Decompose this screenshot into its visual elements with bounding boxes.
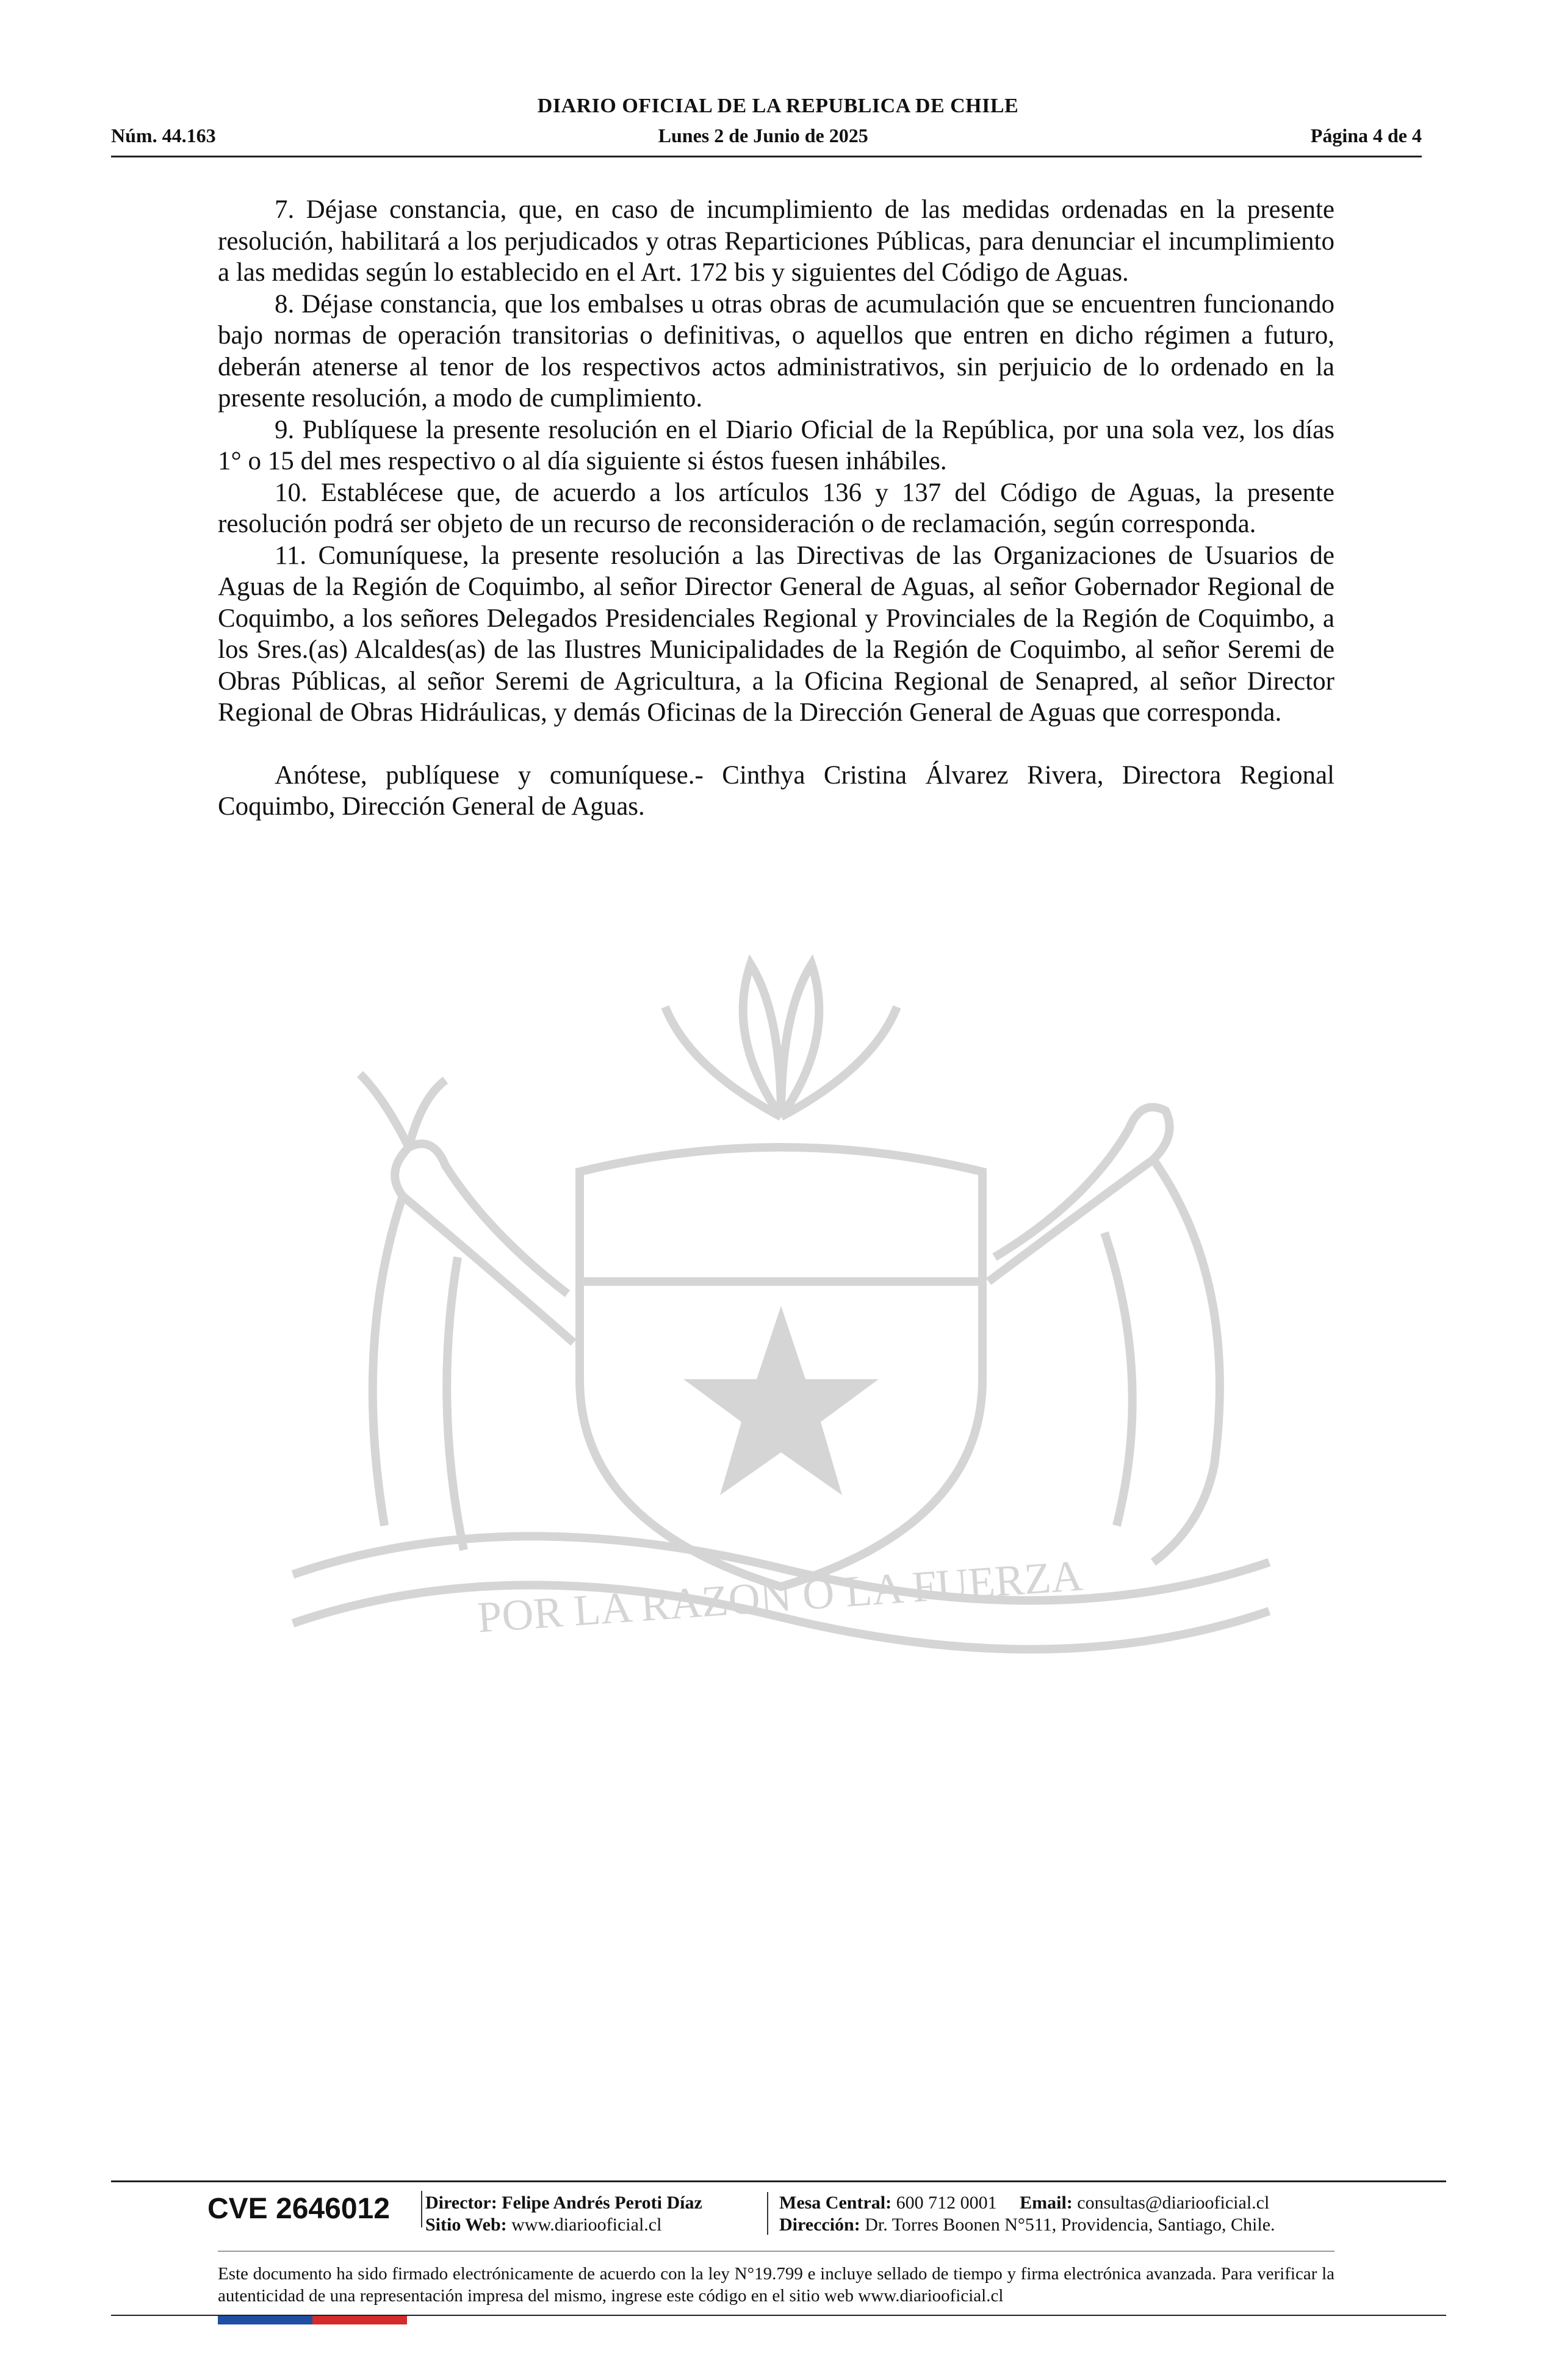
issue-number: Núm. 44.163 — [111, 124, 216, 146]
paragraph-10: 10. Establécese que, de acuerdo a los artículos 136 y 137 del Código de Aguas, la presente resolución podrá ser objeto de un recurso de reconsideración o de reclamación, según corresponda. — [218, 478, 1334, 538]
director-label: Director: — [425, 2193, 497, 2213]
paragraph-7: 7. Déjase constancia, que, en caso de incumplimiento de las medidas ordenadas en la presente resolución, habilitará a los perjudicados y otras Reparticiones Públicas, para denunciar el incumplimiento a las medidas según lo establecido en el Art. 172 bis y siguientes del Código de Aguas. — [218, 195, 1334, 287]
cve-code: CVE 2646012 — [207, 2191, 422, 2227]
flag-red-band — [312, 2316, 407, 2324]
newspaper-title: DIARIO OFICIAL DE LA REPUBLICA DE CHILE — [537, 95, 1019, 117]
watermark-motto: POR LA RAZON O LA FUERZA — [475, 1551, 1084, 1642]
phone-number: 600 712 0001 — [896, 2193, 997, 2213]
page-indicator: Página 4 de 4 — [1310, 124, 1422, 146]
footer-divider-top — [111, 2180, 1446, 2182]
paragraph-8: 8. Déjase constancia, que los embalses u otras obras de acumulación que se encuentren funcionando bajo normas de operación transitorias o definitivas, o aquellos que entren en dicho régimen a futuro, deberán atenerse al tenor de los respectivos actos administrativos, sin perjuicio de lo ordenado en la presente resolución, a modo de cumplimiento. — [218, 289, 1334, 413]
issue-date: Lunes 2 de Junio de 2025 — [658, 124, 868, 146]
header-divider — [111, 156, 1422, 157]
header-row — [111, 122, 1422, 149]
flag-stripe — [218, 2316, 407, 2324]
footer-contact-block — [779, 2192, 1341, 2236]
website-link[interactable]: www.diariooficial.cl — [511, 2215, 662, 2235]
paragraph-11: 11. Comuníquese, la presente resolución a las Directivas de las Organizaciones de Usuarios de Aguas de la Región de Coquimbo, al señor Director General de Aguas, al señor Gobernador Regional de Coquimbo, a los señores Delegados Presidenciales Regional y Provinciales de la Región de Coquimbo, a los Sres.(as) Alcaldes(as) de las Ilustres Municipalidades de la Región de Coquimbo, al señor Seremi de Obras Públicas, al señor Seremi de Agricultura, a la Oficina Regional de Senapred, al señor Director Regional de Obras Hidráulicas, y demás Oficinas de la Dirección General de Aguas que corresponda. — [218, 541, 1334, 727]
coat-of-arms-watermark-icon — [201, 915, 1361, 1684]
email-link[interactable]: consultas@diariooficial.cl — [1077, 2193, 1270, 2213]
footer-director-block — [425, 2192, 768, 2235]
footer-divider-mid — [218, 2251, 1334, 2252]
address-value: Dr. Torres Boonen N°511, Providencia, Santiago, Chile. — [865, 2215, 1275, 2235]
paragraph-9: 9. Publíquese la presente resolución en el Diario Oficial de la República, por una sola vez, los días 1° o 15 del mes respectivo o al día siguiente si éstos fuesen inhábiles. — [218, 415, 1334, 475]
closing-signature: Anótese, publíquese y comuníquese.- Cinthya Cristina Álvarez Rivera, Directora Regional Coquimbo, Dirección General de Aguas. — [218, 760, 1334, 821]
legal-notice: Este documento ha sido firmado electrónicamente de acuerdo con la ley N°19.799 e incluye sellado de tiempo y firma electrónica avanzada. Para verificar la autenticidad de una representación impresa del mismo, ingrese este código en el sitio web www.diariooficial.cl — [218, 2264, 1334, 2306]
address-label: Dirección: — [779, 2215, 860, 2235]
resolution-body — [218, 194, 1334, 823]
website-label: Sitio Web: — [425, 2215, 507, 2235]
flag-blue-band — [218, 2316, 312, 2324]
email-label: Email: — [1020, 2193, 1073, 2213]
director-name: Felipe Andrés Peroti Díaz — [502, 2193, 702, 2213]
phone-label: Mesa Central: — [779, 2193, 892, 2213]
